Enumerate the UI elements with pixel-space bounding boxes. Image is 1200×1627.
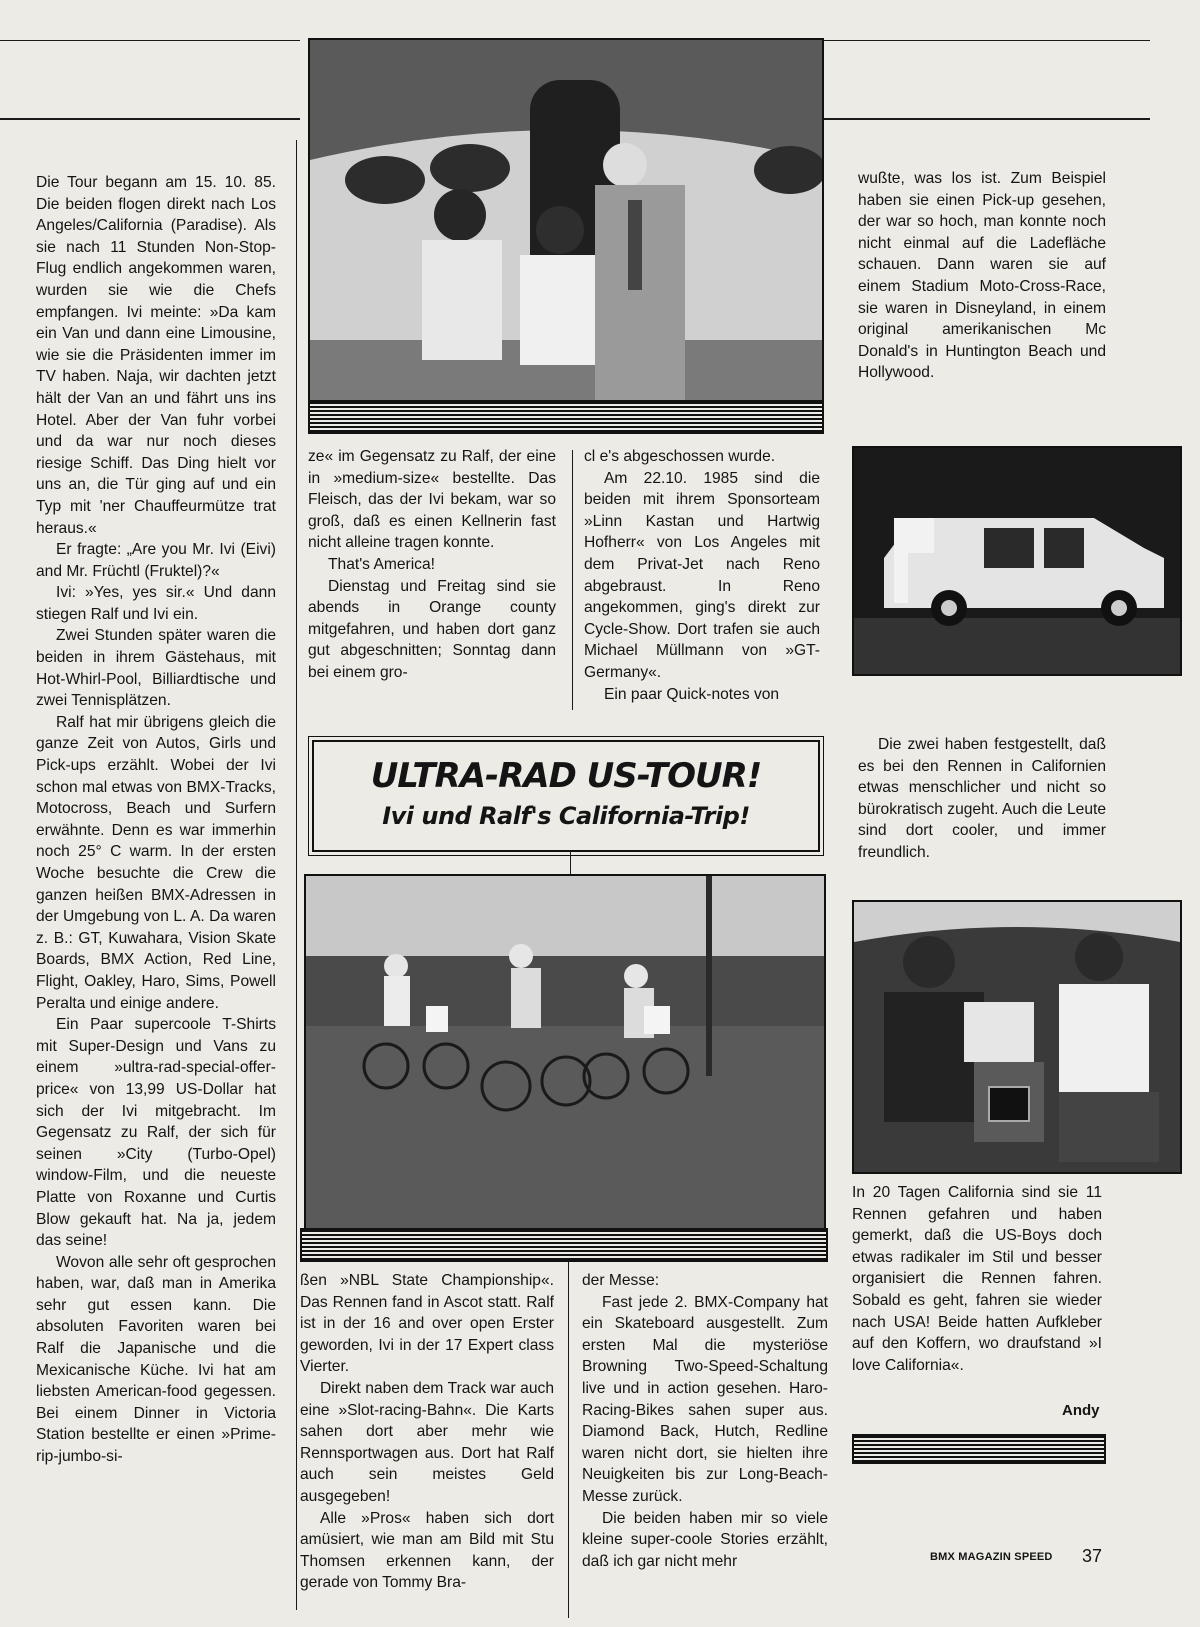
decorative-stripe-bar [300,1228,828,1262]
article-column-1 [36,172,276,1468]
article-column-3-top [584,446,820,705]
paragraph: Am 22.10. 1985 sind die beiden mit ihrem Sponsorteam »Linn Kastan und Hartwig Hofherr« von Los Angeles mit dem Privat-Jet nach Reno abgebraust. In Reno angekommen, ging's direkt zur Cycle-Show. Dort trafen sie auch Michael Müllmann von »GT-Germany«. [584,469,820,681]
headline-subtitle: Ivi und Ralf's California-Trip! [382,802,750,830]
limousine-photo [852,446,1182,676]
airplane-photo [308,38,824,406]
paragraph: ßen »NBL State Championship«. Das Rennen fand in Ascot statt. Ralf ist in der 16 and over open Erster geworden, Ivi in der 17 Expert class Vierter. [300,1272,554,1376]
paragraph: Ralf hat mir übrigens gleich die ganze Zeit von Autos, Girls und Pick-ups erzählt. Wobei der Ivi schon mal etwas von BMX-Tracks, Motocross, Beach und Surfern erwähnte. Denn es war immerhin noch 25° C warm. In der ersten Woche besuchte die Crew die ganzen heißen BMX-Adressen in der Umgebung von L. A. Da waren z. B.: GT, Kuwahara, Vision Skate Boards, BMX Action, Red Line, Flight, Oakley, Haro, Sims, Powell Peralta und einige andere. [36,713,276,1012]
article-column-4-top [858,168,1106,384]
paragraph: Direkt naben dem Track war auch eine »Slot-racing-Bahn«. Die Karts sahen dort aber mehr wie Rennsportwagen aus. Dort hat Ralf auch sein meistes Geld ausgegeben! [300,1379,554,1505]
headline-connector [570,852,571,874]
article-column-4-bottom [852,1182,1102,1376]
bmx-race-photo [304,874,826,1238]
article-column-4-middle [858,734,1106,864]
headline-box [312,740,820,852]
article-column-3-bottom [582,1270,828,1572]
header-rule-left [0,118,300,120]
paragraph: Die beiden haben mir so viele kleine super-coole Stories erzählt, daß ich gar nicht mehr [582,1509,828,1570]
paragraph: Ein paar Quick-notes von [604,685,780,703]
paragraph: In 20 Tagen California sind sie 11 Rennen gefahren und haben gemerkt, daß die US-Boys doch etwas radikaler im Stil und besser organisiert die Rennen fahren. Sobald es geht, fahren sie wieder nach USA! Beide hatten Aufkleber auf den Koffern, wo draufstand »I love California«. [852,1184,1102,1374]
column-divider-1 [296,140,297,1610]
paragraph: Dienstag und Freitag sind sie abends in Orange county mitgefahren, und haben dort ganz gut abgeschnitten; Sonntag dann bei einem gro- [308,577,556,681]
paragraph: Die Tour begann am 15. 10. 85. Die beiden flogen direkt nach Los Angeles/California (Paradise). Als sie nach 11 Stunden Non-Stop-Flug endlich angekommen waren, wurden sie wie die Chefs empfangen. Ivi meinte: »Da kam ein Van und dann eine Limousine, wie sie die Präsidenten immer im TV haben. Naja, wir dachten jetzt hält der Van an und fährt uns ins Hotel. Aber der Van fuhr vorbei und da war nur noch dieses riesige Schiff. Das Ding hielt vor uns an, die Tür ging auf und ein Typ mit 'ner Chauffeurmütze trat heraus.« [36,174,276,537]
author-signature: Andy [1062,1402,1100,1419]
column-divider-2a [572,450,573,710]
van-interior-photo [852,900,1182,1174]
paragraph: der Messe: [582,1272,660,1289]
magazine-footer: BMX MAGAZIN SPEED [930,1551,1053,1563]
paragraph: That's America! [328,555,435,573]
paragraph: Die zwei haben festgestellt, daß es bei den Rennen in Californien etwas menschlicher und nicht so bürokratisch zugeht. Auch die Leute sind dort cooler, und immer freundlich. [858,736,1106,861]
paragraph: Er fragte: „Are you Mr. Ivi (Eivi) and Mr. Früchtl (Fruktel)?« [36,541,276,580]
article-column-2-bottom [300,1270,554,1594]
paragraph: Ivi: »Yes, yes sir.« Und dann stiegen Ralf und Ivi ein. [36,584,276,623]
column-divider-2b [568,1258,569,1618]
top-rule-left [0,40,300,41]
paragraph: cl e's abgeschossen wurde. [584,448,776,465]
paragraph: Fast jede 2. BMX-Company hat ein Skateboard ausgestellt. Zum ersten Mal die mysteriöse Browning Two-Speed-Schaltung live und in action gesehen. Haro-Racing-Bikes sahen super aus. Diamond Back, Hutch, Redline waren nicht dort, sie hielten ihre Neuigkeiten bis zur Long-Beach-Messe zurück. [582,1293,828,1505]
paragraph: Zwei Stunden später waren die beiden in ihrem Gästehaus, mit Hot-Whirl-Pool, Billiardtische und zwei Tennisplätzen. [36,627,276,710]
article-column-2-top [308,446,556,684]
paragraph: Ein Paar supercoole T-Shirts mit Super-Design und Vans zu einem »ultra-rad-special-offer-price« von 13,99 US-Dollar hat sich der Ivi mitgebracht. Im Gegensatz zu Ralf, der sich für seinen »City (Turbo-Opel) window-Film, und die neueste Platte von Roxanne und Curtis Blow gekauft hat. Na ja, jedem das seine! [36,1016,276,1250]
top-rule-right [820,40,1150,41]
header-rule-right [820,118,1150,120]
decorative-stripe-bar [308,400,824,434]
paragraph: Alle »Pros« haben sich dort amüsiert, wie man am Bild mit Stu Thomsen erkennen kann, der gerade von Tommy Bra- [300,1509,554,1592]
paragraph: ze« im Gegensatz zu Ralf, der eine in »medium-size« bestellte. Das Fleisch, das der Ivi bekam, war so groß, daß es einen Kellnerin fast nicht alleine tragen konnte. [308,448,556,552]
paragraph: wußte, was los ist. Zum Beispiel haben sie einen Pick-up gesehen, der war so hoch, man konnte noch nicht einmal auf die Ladefläche schauen. Dann waren sie auf einem Stadium Moto-Cross-Race, sie waren in Disneyland, in einem original amerikanischen Mc Donald's in Huntington Beach und Hollywood. [858,170,1106,382]
page-number: 37 [1082,1546,1103,1566]
paragraph: Wovon alle sehr oft gesprochen haben, war, daß man in Amerika sehr gut essen kann. Die absoluten Favoriten waren bei Ralf die Japanische und die Mexicanische Küche. Ivi hat am liebsten American-food gegessen. Bei einem Dinner in Victoria Station bestellte er einen »Prime-rip-jumbo-si- [36,1253,276,1466]
decorative-stripe-bar [852,1434,1106,1464]
headline-title: ULTRA-RAD US-TOUR! [370,756,762,796]
